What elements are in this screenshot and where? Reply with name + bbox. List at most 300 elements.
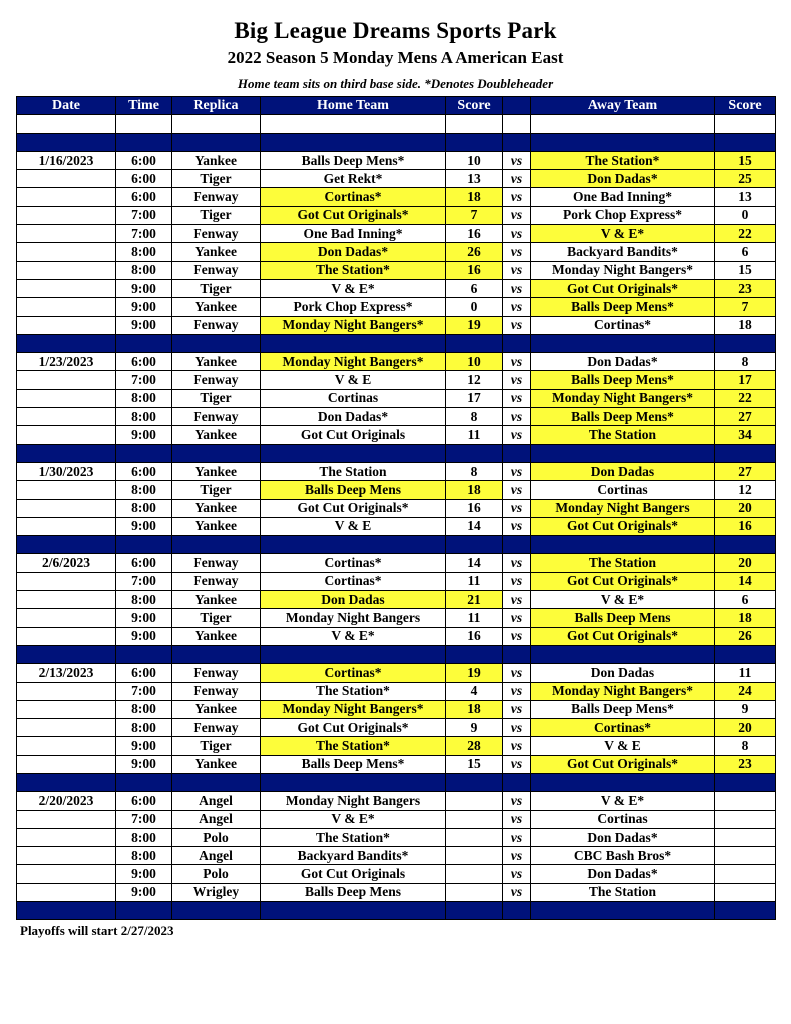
away-score: 20 <box>715 719 776 737</box>
game-replica-field: Yankee <box>172 298 261 316</box>
game-row <box>17 828 776 846</box>
home-team: V & E* <box>261 810 446 828</box>
blank-cell <box>446 115 503 133</box>
away-team: Balls Deep Mens* <box>531 371 715 389</box>
separator-cell <box>261 773 446 791</box>
game-replica-field: Wrigley <box>172 883 261 901</box>
game-time: 7:00 <box>116 225 172 243</box>
game-time: 9:00 <box>116 426 172 444</box>
away-score <box>715 865 776 883</box>
separator-cell <box>261 902 446 920</box>
week-separator-row <box>17 645 776 663</box>
separator-cell <box>531 645 715 663</box>
game-replica-field: Tiger <box>172 481 261 499</box>
column-header-time: Time <box>116 97 172 115</box>
home-score: 18 <box>446 481 503 499</box>
game-time: 7:00 <box>116 572 172 590</box>
game-row <box>17 572 776 590</box>
separator-cell <box>715 536 776 554</box>
away-score: 22 <box>715 389 776 407</box>
blank-cell <box>531 115 715 133</box>
separator-cell <box>116 536 172 554</box>
home-score: 16 <box>446 627 503 645</box>
game-date <box>17 828 116 846</box>
game-row <box>17 298 776 316</box>
game-row <box>17 188 776 206</box>
away-score: 22 <box>715 225 776 243</box>
game-row <box>17 408 776 426</box>
vs-label: vs <box>503 225 531 243</box>
game-time: 6:00 <box>116 151 172 169</box>
away-team: V & E <box>531 737 715 755</box>
separator-cell <box>503 902 531 920</box>
separator-cell <box>172 536 261 554</box>
away-score: 18 <box>715 609 776 627</box>
home-team: V & E <box>261 517 446 535</box>
away-team: Monday Night Bangers* <box>531 682 715 700</box>
game-replica-field: Polo <box>172 828 261 846</box>
away-score <box>715 883 776 901</box>
home-score: 11 <box>446 609 503 627</box>
away-team: The Station <box>531 883 715 901</box>
vs-label: vs <box>503 810 531 828</box>
separator-cell <box>446 334 503 352</box>
away-score: 27 <box>715 408 776 426</box>
game-time: 7:00 <box>116 682 172 700</box>
game-date <box>17 261 116 279</box>
home-team: Don Dadas* <box>261 408 446 426</box>
separator-cell <box>446 773 503 791</box>
game-row <box>17 810 776 828</box>
game-replica-field: Yankee <box>172 151 261 169</box>
vs-label: vs <box>503 170 531 188</box>
game-time: 8:00 <box>116 261 172 279</box>
game-time: 7:00 <box>116 371 172 389</box>
game-time: 8:00 <box>116 481 172 499</box>
vs-label: vs <box>503 316 531 334</box>
home-score <box>446 847 503 865</box>
game-row <box>17 151 776 169</box>
game-row <box>17 517 776 535</box>
game-time: 9:00 <box>116 609 172 627</box>
vs-label: vs <box>503 353 531 371</box>
away-score: 25 <box>715 170 776 188</box>
game-time: 6:00 <box>116 353 172 371</box>
home-score: 16 <box>446 225 503 243</box>
home-score: 8 <box>446 462 503 480</box>
separator-cell <box>446 645 503 663</box>
game-replica-field: Angel <box>172 792 261 810</box>
home-team: The Station* <box>261 682 446 700</box>
game-row <box>17 170 776 188</box>
game-row <box>17 847 776 865</box>
game-replica-field: Fenway <box>172 664 261 682</box>
game-row <box>17 554 776 572</box>
game-replica-field: Yankee <box>172 755 261 773</box>
game-date: 1/16/2023 <box>17 151 116 169</box>
separator-cell <box>116 444 172 462</box>
game-time: 8:00 <box>116 243 172 261</box>
home-score: 13 <box>446 170 503 188</box>
separator-cell <box>172 773 261 791</box>
away-team: Pork Chop Express* <box>531 206 715 224</box>
game-date <box>17 298 116 316</box>
home-score: 8 <box>446 408 503 426</box>
game-date <box>17 170 116 188</box>
away-score: 14 <box>715 572 776 590</box>
separator-cell <box>172 645 261 663</box>
vs-label: vs <box>503 682 531 700</box>
away-team: Got Cut Originals* <box>531 755 715 773</box>
home-team: Don Dadas* <box>261 243 446 261</box>
separator-cell <box>715 334 776 352</box>
game-date <box>17 188 116 206</box>
game-date <box>17 481 116 499</box>
game-date: 2/20/2023 <box>17 792 116 810</box>
away-team: Got Cut Originals* <box>531 279 715 297</box>
home-team: Got Cut Originals <box>261 865 446 883</box>
game-replica-field: Yankee <box>172 627 261 645</box>
game-replica-field: Fenway <box>172 316 261 334</box>
vs-label: vs <box>503 865 531 883</box>
home-team: Balls Deep Mens* <box>261 755 446 773</box>
blank-cell <box>503 115 531 133</box>
away-score: 0 <box>715 206 776 224</box>
game-time: 7:00 <box>116 810 172 828</box>
away-team: The Station* <box>531 151 715 169</box>
away-score: 8 <box>715 737 776 755</box>
vs-label: vs <box>503 279 531 297</box>
game-time: 9:00 <box>116 627 172 645</box>
away-team: Balls Deep Mens* <box>531 298 715 316</box>
vs-label: vs <box>503 243 531 261</box>
away-team: Monday Night Bangers* <box>531 389 715 407</box>
away-score: 8 <box>715 353 776 371</box>
vs-label: vs <box>503 883 531 901</box>
column-header-home-score: Score <box>446 97 503 115</box>
game-replica-field: Fenway <box>172 371 261 389</box>
game-replica-field: Yankee <box>172 353 261 371</box>
away-score <box>715 810 776 828</box>
week-separator-row <box>17 444 776 462</box>
home-team: Cortinas* <box>261 554 446 572</box>
game-time: 9:00 <box>116 298 172 316</box>
vs-label: vs <box>503 847 531 865</box>
away-team: Monday Night Bangers <box>531 499 715 517</box>
game-time: 8:00 <box>116 389 172 407</box>
game-time: 6:00 <box>116 664 172 682</box>
away-score: 23 <box>715 279 776 297</box>
home-score: 19 <box>446 664 503 682</box>
home-team: V & E <box>261 371 446 389</box>
away-score: 7 <box>715 298 776 316</box>
away-team: Monday Night Bangers* <box>531 261 715 279</box>
away-score: 13 <box>715 188 776 206</box>
schedule-table <box>16 96 776 920</box>
week-separator-row <box>17 902 776 920</box>
away-score: 6 <box>715 243 776 261</box>
separator-cell <box>503 773 531 791</box>
separator-cell <box>503 133 531 151</box>
separator-cell <box>172 334 261 352</box>
game-replica-field: Tiger <box>172 609 261 627</box>
vs-label: vs <box>503 517 531 535</box>
game-time: 7:00 <box>116 206 172 224</box>
separator-cell <box>261 334 446 352</box>
vs-label: vs <box>503 499 531 517</box>
away-team: Don Dadas <box>531 664 715 682</box>
home-team: The Station* <box>261 737 446 755</box>
game-date: 1/30/2023 <box>17 462 116 480</box>
home-team: Balls Deep Mens <box>261 883 446 901</box>
away-team: Cortinas* <box>531 316 715 334</box>
home-team: The Station <box>261 462 446 480</box>
vs-label: vs <box>503 371 531 389</box>
away-team: Cortinas <box>531 481 715 499</box>
away-score <box>715 847 776 865</box>
game-date <box>17 700 116 718</box>
home-team: Got Cut Originals* <box>261 719 446 737</box>
separator-cell <box>446 902 503 920</box>
home-team: Don Dadas <box>261 591 446 609</box>
game-time: 9:00 <box>116 865 172 883</box>
vs-label: vs <box>503 261 531 279</box>
game-time: 9:00 <box>116 755 172 773</box>
game-date <box>17 627 116 645</box>
game-replica-field: Polo <box>172 865 261 883</box>
home-team: Cortinas* <box>261 572 446 590</box>
away-team: V & E* <box>531 225 715 243</box>
separator-cell <box>446 444 503 462</box>
game-row <box>17 591 776 609</box>
vs-label: vs <box>503 719 531 737</box>
away-score: 23 <box>715 755 776 773</box>
home-score: 6 <box>446 279 503 297</box>
home-score: 9 <box>446 719 503 737</box>
blank-cell <box>17 115 116 133</box>
away-team: Don Dadas* <box>531 170 715 188</box>
home-score: 11 <box>446 572 503 590</box>
away-team: Balls Deep Mens* <box>531 408 715 426</box>
week-separator-row <box>17 334 776 352</box>
game-date: 1/23/2023 <box>17 353 116 371</box>
game-date <box>17 408 116 426</box>
away-score: 15 <box>715 261 776 279</box>
game-date <box>17 755 116 773</box>
game-replica-field: Fenway <box>172 188 261 206</box>
away-score: 20 <box>715 554 776 572</box>
vs-label: vs <box>503 755 531 773</box>
game-replica-field: Angel <box>172 810 261 828</box>
away-score: 15 <box>715 151 776 169</box>
separator-cell <box>116 645 172 663</box>
game-date <box>17 243 116 261</box>
home-team: Balls Deep Mens* <box>261 151 446 169</box>
blank-row <box>17 115 776 133</box>
home-team: Backyard Bandits* <box>261 847 446 865</box>
game-date <box>17 499 116 517</box>
column-header-date: Date <box>17 97 116 115</box>
away-team: Don Dadas* <box>531 828 715 846</box>
separator-cell <box>172 902 261 920</box>
separator-cell <box>503 536 531 554</box>
separator-cell <box>17 536 116 554</box>
home-score: 0 <box>446 298 503 316</box>
separator-cell <box>116 902 172 920</box>
home-team: V & E* <box>261 627 446 645</box>
game-date <box>17 572 116 590</box>
page-title: Big League Dreams Sports Park <box>234 18 557 43</box>
game-row <box>17 353 776 371</box>
away-score: 9 <box>715 700 776 718</box>
separator-cell <box>715 645 776 663</box>
home-score: 17 <box>446 389 503 407</box>
game-time: 9:00 <box>116 737 172 755</box>
game-row <box>17 462 776 480</box>
vs-label: vs <box>503 481 531 499</box>
away-score: 6 <box>715 591 776 609</box>
game-row <box>17 865 776 883</box>
home-score: 4 <box>446 682 503 700</box>
home-score: 21 <box>446 591 503 609</box>
game-row <box>17 719 776 737</box>
away-team: Balls Deep Mens* <box>531 700 715 718</box>
separator-cell <box>17 334 116 352</box>
game-time: 6:00 <box>116 188 172 206</box>
vs-label: vs <box>503 462 531 480</box>
game-replica-field: Fenway <box>172 719 261 737</box>
home-score: 18 <box>446 188 503 206</box>
away-team: Don Dadas <box>531 462 715 480</box>
home-score: 19 <box>446 316 503 334</box>
away-score <box>715 792 776 810</box>
game-date <box>17 279 116 297</box>
week-separator-row <box>17 773 776 791</box>
home-score: 10 <box>446 353 503 371</box>
vs-label: vs <box>503 737 531 755</box>
game-time: 6:00 <box>116 554 172 572</box>
game-time: 8:00 <box>116 700 172 718</box>
away-score: 26 <box>715 627 776 645</box>
separator-cell <box>531 133 715 151</box>
game-date <box>17 389 116 407</box>
game-row <box>17 243 776 261</box>
column-header-away-score: Score <box>715 97 776 115</box>
vs-label: vs <box>503 700 531 718</box>
blank-cell <box>116 115 172 133</box>
game-row <box>17 371 776 389</box>
away-team: One Bad Inning* <box>531 188 715 206</box>
game-replica-field: Fenway <box>172 554 261 572</box>
blank-cell <box>261 115 446 133</box>
column-header-home-team: Home Team <box>261 97 446 115</box>
home-score: 28 <box>446 737 503 755</box>
game-replica-field: Tiger <box>172 279 261 297</box>
game-date <box>17 865 116 883</box>
game-time: 6:00 <box>116 170 172 188</box>
vs-label: vs <box>503 408 531 426</box>
home-team: Cortinas* <box>261 664 446 682</box>
game-replica-field: Yankee <box>172 462 261 480</box>
home-score <box>446 883 503 901</box>
vs-label: vs <box>503 792 531 810</box>
vs-label: vs <box>503 426 531 444</box>
vs-label: vs <box>503 151 531 169</box>
away-team: Balls Deep Mens <box>531 609 715 627</box>
game-row <box>17 700 776 718</box>
game-date: 2/6/2023 <box>17 554 116 572</box>
home-team: Got Cut Originals* <box>261 206 446 224</box>
game-row <box>17 609 776 627</box>
game-date <box>17 847 116 865</box>
column-header-vs <box>503 97 531 115</box>
week-separator-row <box>17 133 776 151</box>
game-date <box>17 426 116 444</box>
game-date <box>17 609 116 627</box>
away-score: 27 <box>715 462 776 480</box>
home-score: 12 <box>446 371 503 389</box>
game-row <box>17 206 776 224</box>
separator-cell <box>715 773 776 791</box>
separator-cell <box>503 444 531 462</box>
game-row <box>17 755 776 773</box>
vs-label: vs <box>503 627 531 645</box>
game-row <box>17 225 776 243</box>
away-team: The Station <box>531 426 715 444</box>
home-team: Got Cut Originals* <box>261 499 446 517</box>
game-date: 2/13/2023 <box>17 664 116 682</box>
away-score: 17 <box>715 371 776 389</box>
separator-cell <box>715 444 776 462</box>
game-date <box>17 737 116 755</box>
separator-cell <box>261 645 446 663</box>
home-score: 11 <box>446 426 503 444</box>
home-team: Monday Night Bangers* <box>261 353 446 371</box>
separator-cell <box>531 773 715 791</box>
home-team: The Station* <box>261 261 446 279</box>
game-time: 8:00 <box>116 847 172 865</box>
game-row <box>17 279 776 297</box>
vs-label: vs <box>503 609 531 627</box>
game-time: 9:00 <box>116 517 172 535</box>
game-date <box>17 225 116 243</box>
game-date <box>17 316 116 334</box>
home-score: 18 <box>446 700 503 718</box>
vs-label: vs <box>503 591 531 609</box>
header-row <box>17 97 776 115</box>
game-replica-field: Fenway <box>172 225 261 243</box>
game-row <box>17 316 776 334</box>
game-date <box>17 517 116 535</box>
game-row <box>17 883 776 901</box>
game-replica-field: Yankee <box>172 499 261 517</box>
separator-cell <box>116 133 172 151</box>
home-score: 16 <box>446 499 503 517</box>
away-score: 12 <box>715 481 776 499</box>
game-replica-field: Yankee <box>172 700 261 718</box>
blank-cell <box>715 115 776 133</box>
away-score: 18 <box>715 316 776 334</box>
game-row <box>17 499 776 517</box>
separator-cell <box>531 334 715 352</box>
vs-label: vs <box>503 828 531 846</box>
game-replica-field: Fenway <box>172 261 261 279</box>
page-note: Home team sits on third base side. *Denotes Doubleheader <box>237 76 554 91</box>
away-team: Got Cut Originals* <box>531 517 715 535</box>
game-time: 8:00 <box>116 408 172 426</box>
separator-cell <box>446 133 503 151</box>
game-time: 6:00 <box>116 462 172 480</box>
